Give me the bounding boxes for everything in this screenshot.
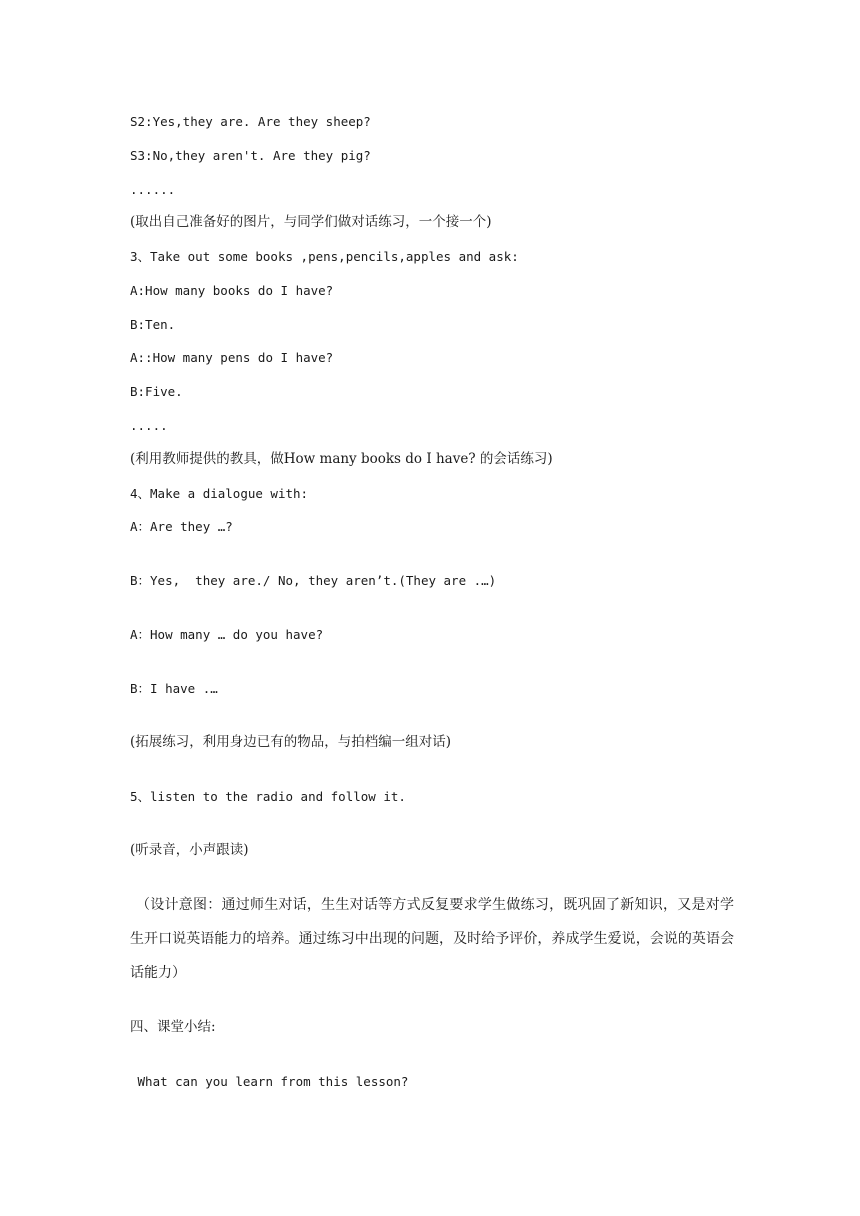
summary-question: What can you learn from this lesson? (130, 1074, 409, 1089)
step-5-heading: 5、listen to the radio and follow it. (130, 789, 406, 804)
dialogue-line-b2: B:Five. (130, 384, 183, 399)
ellipsis-line: ...... (130, 182, 176, 197)
section-heading-summary: 四、课堂小结: (130, 1019, 216, 1035)
dialogue-line-b4: B：I have .… (130, 681, 218, 696)
dialogue-line-s2: S2:Yes,they are. Are they sheep? (130, 114, 371, 129)
dialogue-line-a4: A：How many … do you have? (130, 627, 324, 642)
instruction-note: (取出自己准备好的图片，与同学们做对话练习，一个接一个) (130, 214, 492, 230)
step-4-heading: 4、Make a dialogue with: (130, 486, 309, 501)
dialogue-line-a1: A:How many books do I have? (130, 283, 334, 298)
step-3-heading: 3、Take out some books ,pens,pencils,apples and ask: (130, 249, 519, 264)
dialogue-line-a3: A：Are they …? (130, 519, 233, 534)
dialogue-line-b1: B:Ten. (130, 317, 176, 332)
dialogue-line-s3: S3:No,they aren't. Are they pig? (130, 148, 371, 163)
dialogue-line-b3: B：Yes, they are./ No, they aren’t.(They are .…) (130, 573, 497, 588)
instruction-note-4: (听录音，小声跟读) (130, 842, 249, 858)
ellipsis-line-2: ..... (130, 418, 168, 433)
instruction-note-2: (利用教师提供的教具，做How many books do I have? 的会话练习) (130, 451, 553, 467)
instruction-note-3: (拓展练习，利用身边已有的物品，与拍档编一组对话) (130, 734, 452, 750)
dialogue-line-a2: A::How many pens do I have? (130, 350, 334, 365)
design-intent-paragraph: （设计意图：通过师生对话，生生对话等方式反复要求学生做练习，既巩固了新知识，又是对学生开口说英语能力的培养。通过练习中出现的问题，及时给予评价，养成学生爱说，会说的英语会话能力） (130, 897, 734, 981)
